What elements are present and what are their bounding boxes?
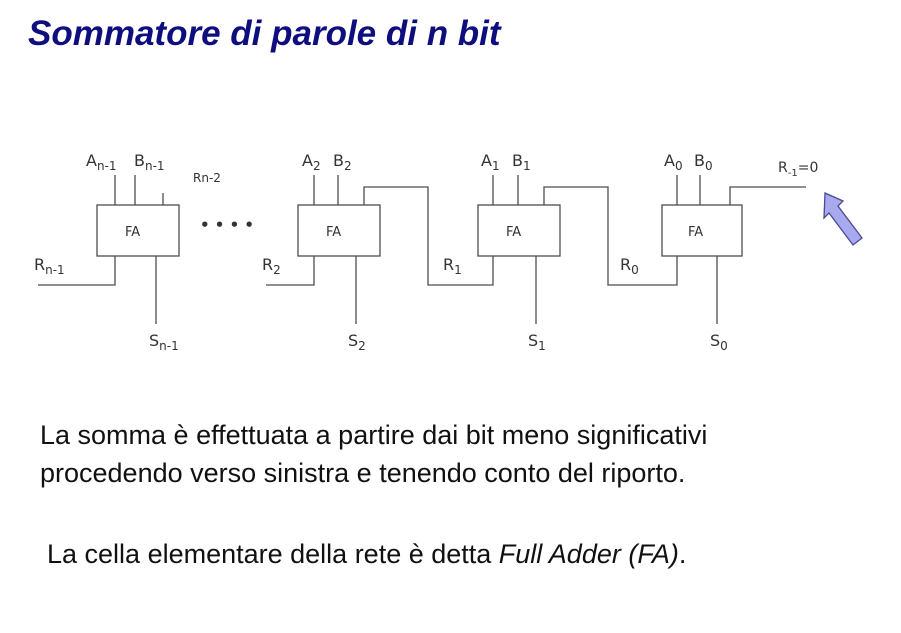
carry-in-wire-0 <box>730 187 806 205</box>
label-a-0: $A_0$ <box>664 151 683 173</box>
arrow-pointer-icon <box>824 193 862 245</box>
label-sum-1: $S_1$ <box>528 331 546 353</box>
label-b-0: $B_0$ <box>694 151 713 173</box>
carry-wire-r0 <box>544 187 677 285</box>
fa-label-2: FA <box>326 225 342 240</box>
description-line-2: procedendo verso sinistra e tenendo conto del riporto. <box>40 458 686 488</box>
label-a-2: $A_2$ <box>302 151 321 173</box>
label-b-2: $B_2$ <box>333 151 352 173</box>
fa-label-n-1: FA <box>125 225 141 240</box>
full-adder-definition <box>47 535 897 573</box>
slide-title: Sommatore di parole di n bit <box>28 14 501 53</box>
fa-label-1: FA <box>506 225 522 240</box>
fa-label-0: FA <box>688 225 704 240</box>
label-sum-0: $S_0$ <box>710 331 728 353</box>
description-paragraph <box>40 416 890 492</box>
label-b-1: $B_1$ <box>512 151 531 173</box>
definition-term: Full Adder (FA) <box>498 539 679 569</box>
label-carry-2: $R_2$ <box>262 255 281 277</box>
label-b-n-1: $B_{n-1}$ <box>134 151 165 173</box>
description-line-1: La somma è effettuata a partire dai bit meno significativi <box>40 420 708 450</box>
label-carry-n-1: $R_{n-1}$ <box>34 255 65 277</box>
ellipsis-dots: • • • • <box>200 216 255 234</box>
ripple-carry-adder-diagram <box>0 130 901 380</box>
carry-wire-r1 <box>364 187 493 285</box>
label-carry-0: $R_0$ <box>620 255 639 277</box>
label-carry-1: $R_1$ <box>443 255 462 277</box>
label-sum-n-1: $S_{n-1}$ <box>149 331 179 353</box>
label-carry-minus-1: $R_{-1}=0$ <box>778 160 819 179</box>
definition-suffix: . <box>678 539 687 569</box>
label-a-1: $A_1$ <box>481 151 500 173</box>
label-a-n-1: $A_{n-1}$ <box>86 151 117 173</box>
label-sum-2: $S_2$ <box>348 331 366 353</box>
label-carry-n-2: Rn-2 <box>193 171 221 185</box>
definition-prefix: La cella elementare della rete è detta <box>47 539 499 569</box>
